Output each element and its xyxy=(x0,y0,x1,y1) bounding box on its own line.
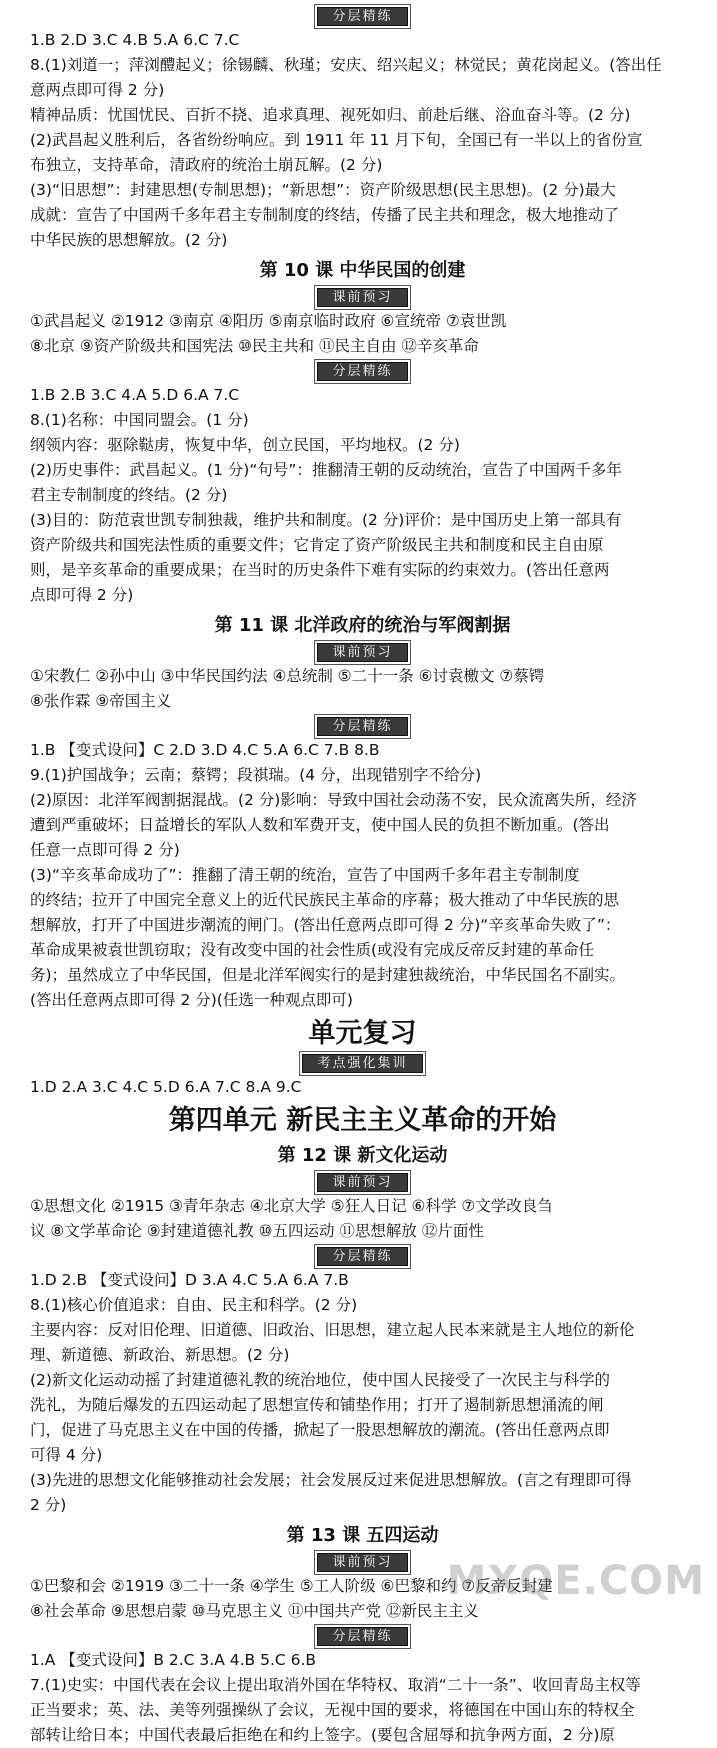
answer-line: ⑧张作霖 ⑨帝国主义 xyxy=(30,692,172,710)
section-banner: 分层精练 xyxy=(317,1247,407,1266)
answer-line: 1.B 【变式设问】C 2.D 3.D 4.C 5.A 6.C 7.B 8.B xyxy=(30,741,380,759)
answer-line: 君主专制制度的终结。(2 分) xyxy=(30,486,228,504)
answer-line: 精神品质：忧国忧民、百折不挠、追求真理、视死如归、前赴后继、浴血奋斗等。(2 分) xyxy=(30,106,631,124)
answer-line: 主要内容：反对旧伦理、旧道德、旧政治、旧思想，建立起人民本来就是主人地位的新伦 xyxy=(30,1321,635,1339)
answer-line: 想解放，打开了中国进步潮流的闸门。(答出任意两点即可得 2 分)“辛亥革命失败了”： xyxy=(30,916,621,934)
answer-line: 1.D 2.B 【变式设问】D 3.A 4.C 5.A 6.A 7.B xyxy=(30,1271,349,1289)
lesson-title: 第 10 课 中华民国的创建 xyxy=(259,260,466,281)
section-banner: 分层精练 xyxy=(317,362,407,381)
answer-line: (答出任意两点即可得 2 分)(任选一种观点即可) xyxy=(30,991,353,1009)
answer-line: (2)原因：北洋军阀割据混战。(2 分)影响：导致中国社会动荡不安，民众流离失所，经济 xyxy=(30,791,637,809)
unit-title: 第四单元 新民主主义革命的开始 xyxy=(168,1105,557,1136)
watermark: MXQE.COM xyxy=(446,1558,705,1604)
section-banner: 课前预习 xyxy=(317,643,407,662)
answer-line: 资产阶级共和国宪法性质的重要文件；它肯定了资产阶级民主共和制度和民主自由原 xyxy=(30,536,604,554)
answer-line: 布独立，支持革命，清政府的统治土崩瓦解。(2 分) xyxy=(30,156,383,174)
answer-line: 洗礼，为随后爆发的五四运动起了思想宣传和铺垫作用；打开了遏制新思想涌流的闸 xyxy=(30,1396,604,1414)
answer-line: ⑧北京 ⑨资产阶级共和国宪法 ⑩民主共和 ⑪民主自由 ⑫辛亥革命 xyxy=(30,337,479,355)
lesson-title: 第 12 课 新文化运动 xyxy=(277,1145,448,1166)
answer-line: 2 分) xyxy=(30,1496,67,1514)
answer-line: 点即可得 2 分) xyxy=(30,586,134,604)
section-banner: 课前预习 xyxy=(317,1173,407,1192)
answer-line: 遭到严重破坏；日益增长的军队人数和军费开支，使中国人民的负担不断加重。(答出 xyxy=(30,816,610,834)
answer-line: 可得 4 分) xyxy=(30,1446,103,1464)
answer-line: 务)；虽然成立了中华民国，但是北洋军阀实行的是封建独裁统治，中华民国名不副实。 xyxy=(30,966,626,984)
answer-line: 7.(1)史实：中国代表在会议上提出取消外国在华特权、取消“二十一条”、收回青岛主权等 xyxy=(30,1676,641,1694)
lesson-title: 第 13 课 五四运动 xyxy=(286,1525,439,1546)
answer-line: 正当要求；英、法、美等列强操纵了会议，无视中国的要求，将德国在中国山东的特权全 xyxy=(30,1701,635,1719)
answer-line: (2)历史事件：武昌起义。(1 分)“句号”：推翻清王朝的反动统治，宣告了中国两千多年 xyxy=(30,461,622,479)
answer-line: ①巴黎和会 ②1919 ③二十一条 ④学生 ⑤工人阶级 ⑥巴黎和约 ⑦反帝反封建 xyxy=(30,1577,553,1595)
answer-line: 任意一点即可得 2 分) xyxy=(30,841,180,859)
section-banner: 考点强化集训 xyxy=(302,1054,422,1073)
answer-line: 则，是辛亥革命的重要成果；在当时的历史条件下难有实际的约束效力。(答出任意两 xyxy=(30,561,610,579)
answer-line: 理、新道德、新政治、新思想。(2 分) xyxy=(30,1346,290,1364)
answer-line: 议 ⑧文学革命论 ⑨封建道德礼教 ⑩五四运动 ⑪思想解放 ⑫片面性 xyxy=(30,1222,484,1240)
answer-line: (3)先进的思想文化能够推动社会发展；社会发展反过来促进思想解放。(言之有理即可得 xyxy=(30,1471,632,1489)
answer-line: 9.(1)护国战争；云南；蔡锷；段祺瑞。(4 分，出现错别字不给分) xyxy=(30,766,482,784)
answer-line: (3)“旧思想”：封建思想(专制思想)；“新思想”：资产阶级思想(民主思想)。(2 分)最大 xyxy=(30,181,616,199)
answer-line: 纲领内容：驱除鞑虏，恢复中华，创立民国，平均地权。(2 分) xyxy=(30,436,460,454)
answer-line: 中华民族的思想解放。(2 分) xyxy=(30,231,228,249)
answer-line: 的终结；拉开了中国完全意义上的近代民族民主革命的序幕；极大推动了中华民族的思 xyxy=(30,891,620,909)
answer-line: 8.(1)刘道一；萍浏醴起义；徐锡麟、秋瑾；安庆、绍兴起义；林觉民；黄花岗起义。(答出任 xyxy=(30,56,662,74)
answer-line: 8.(1)核心价值追求：自由、民主和科学。(2 分) xyxy=(30,1296,358,1314)
answer-line: 成就：宣告了中国两千多年君主专制制度的终结，传播了民主共和理念，极大地推动了 xyxy=(30,206,620,224)
answer-line: (3)目的：防范袁世凯专制独裁，维护共和制度。(2 分)评价：是中国历史上第一部具有 xyxy=(30,511,622,529)
answer-line: 1.B 2.B 3.C 4.A 5.D 6.A 7.C xyxy=(30,386,240,404)
answer-line: (2)武昌起义胜利后，各省纷纷响应。到 1911 年 11 月下旬，全国已有一半以上的省份宣 xyxy=(30,131,643,149)
answer-line: 1.D 2.A 3.C 4.C 5.D 6.A 7.C 8.A 9.C xyxy=(30,1078,302,1096)
answer-line: ①思想文化 ②1915 ③青年杂志 ④北京大学 ⑤狂人日记 ⑥科学 ⑦文学改良刍 xyxy=(30,1197,553,1215)
lesson-title: 第 11 课 北洋政府的统治与军阀割据 xyxy=(214,615,511,636)
answer-line: 1.B 2.D 3.C 4.B 5.A 6.C 7.C xyxy=(30,31,240,49)
answer-line: 部转让给日本；中国代表最后拒绝在和约上签字。(要包含屈辱和抗争两方面，2 分)原 xyxy=(30,1726,615,1744)
answer-line: ①宋教仁 ②孙中山 ③中华民国约法 ④总统制 ⑤二十一条 ⑥讨袁檄文 ⑦蔡锷 xyxy=(30,667,545,685)
section-banner: 课前预习 xyxy=(317,1553,407,1572)
answer-line: ⑧社会革命 ⑨思想启蒙 ⑩马克思主义 ⑪中国共产党 ⑫新民主主义 xyxy=(30,1602,479,1620)
section-banner: 分层精练 xyxy=(317,1627,407,1646)
answer-line: 1.A 【变式设问】B 2.C 3.A 4.B 5.C 6.B xyxy=(30,1651,317,1669)
answer-line: 意两点即可得 2 分) xyxy=(30,81,165,99)
unit-title: 单元复习 xyxy=(308,1018,417,1049)
answer-line: ①武昌起义 ②1912 ③南京 ④阳历 ⑤南京临时政府 ⑥宣统帝 ⑦袁世凯 xyxy=(30,312,507,330)
answer-line: (3)“辛亥革命成功了”：推翻了清王朝的统治，宣告了中国两千多年君主专制制度 xyxy=(30,866,580,884)
section-banner: 分层精练 xyxy=(317,7,407,26)
section-banner: 分层精练 xyxy=(317,717,407,736)
answer-line: (2)新文化运动动摇了封建道德礼教的统治地位，使中国人民接受了一次民主与科学的 xyxy=(30,1371,610,1389)
answer-line: 8.(1)名称：中国同盟会。(1 分) xyxy=(30,411,249,429)
answer-line: 门，促进了马克思主义在中国的传播，掀起了一股思想解放的潮流。(答出任意两点即 xyxy=(30,1421,610,1439)
answer-line: 革命成果被袁世凯窃取；没有改变中国的社会性质(或没有完成反帝反封建的革命任 xyxy=(30,941,595,959)
section-banner: 课前预习 xyxy=(317,288,407,307)
